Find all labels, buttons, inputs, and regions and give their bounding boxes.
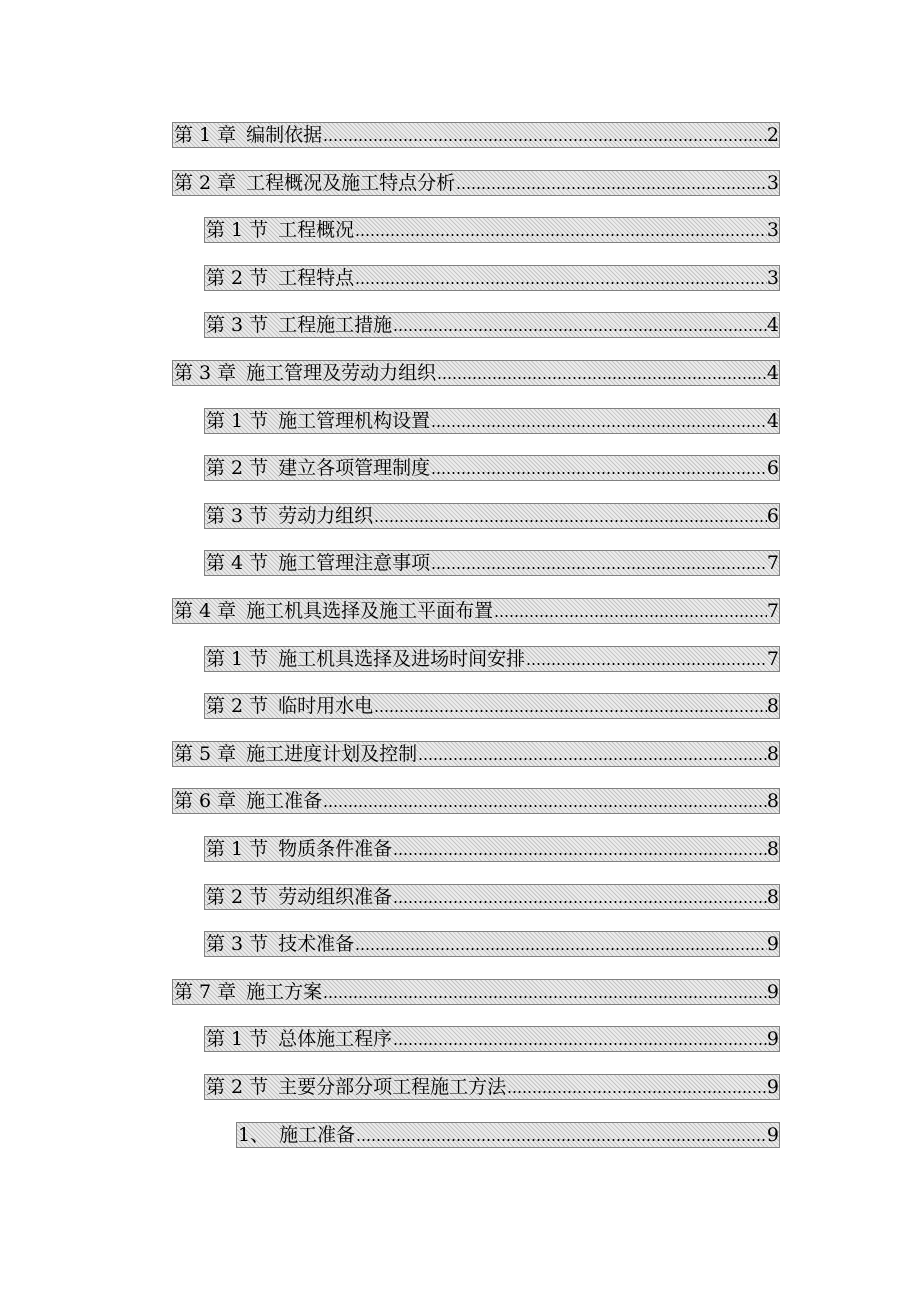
toc-dot-leader [456, 187, 767, 189]
toc-entry[interactable] [204, 503, 780, 529]
toc-entry-title: 主要分部分项工程施工方法 [278, 1076, 507, 1098]
toc-page-number: 8 [766, 790, 779, 812]
toc-page-number: 7 [766, 600, 779, 622]
toc-entry-title: 施工方案 [246, 981, 323, 1003]
toc-page-number: 9 [766, 1076, 779, 1098]
toc-dot-leader [507, 1091, 767, 1093]
toc-entry[interactable] [172, 170, 780, 196]
toc-entry-number: 第 3 节 [206, 933, 269, 955]
toc-entry[interactable] [204, 550, 780, 576]
toc-entry-number: 第 5 章 [174, 743, 237, 765]
toc-entry[interactable] [172, 122, 780, 148]
toc-page-number: 4 [766, 314, 779, 336]
toc-dot-leader [526, 663, 767, 665]
toc-page-number: 9 [766, 1124, 779, 1146]
toc-entry-number: 第 1 节 [206, 648, 269, 670]
toc-entry-title: 施工管理注意事项 [278, 552, 431, 574]
toc-entry[interactable] [172, 741, 780, 767]
toc-entry-title: 施工管理及劳动力组织 [246, 362, 437, 384]
toc-entry-title: 施工准备 [279, 1124, 356, 1146]
toc-dot-leader [323, 996, 767, 998]
toc-entry[interactable] [204, 693, 780, 719]
toc-dot-leader [355, 282, 767, 284]
toc-dot-leader [418, 758, 767, 760]
toc-entry-number: 第 6 章 [174, 790, 237, 812]
toc-entry[interactable] [204, 836, 780, 862]
toc-entry[interactable] [236, 1122, 780, 1148]
toc-entry-title: 施工管理机构设置 [278, 410, 431, 432]
toc-dot-leader [393, 853, 767, 855]
toc-dot-leader [323, 805, 767, 807]
toc-entry-number: 第 4 章 [174, 600, 237, 622]
toc-dot-leader [323, 139, 767, 141]
toc-entry-title: 建立各项管理制度 [278, 457, 431, 479]
toc-page-number: 6 [766, 457, 779, 479]
toc-entry[interactable] [204, 455, 780, 481]
toc-entry-title: 物质条件准备 [278, 838, 393, 860]
toc-dot-leader [356, 1139, 767, 1141]
toc-dot-leader [431, 425, 767, 427]
toc-entry-title: 工程施工措施 [278, 314, 393, 336]
toc-entry[interactable] [172, 788, 780, 814]
toc-dot-leader [374, 710, 767, 712]
toc-entry-title: 施工机具选择及施工平面布置 [246, 600, 494, 622]
toc-entry-number: 1、 [238, 1124, 270, 1146]
toc-page-number: 3 [766, 267, 779, 289]
toc-entry[interactable] [204, 217, 780, 243]
toc-entry[interactable] [204, 265, 780, 291]
toc-dot-leader [437, 377, 767, 379]
toc-dot-leader [393, 901, 767, 903]
toc-entry-title: 临时用水电 [278, 695, 374, 717]
toc-page-number: 7 [766, 648, 779, 670]
toc-entry-number: 第 2 节 [206, 267, 269, 289]
toc-page-number: 6 [766, 505, 779, 527]
toc-page-number: 7 [766, 552, 779, 574]
toc-entry[interactable] [204, 646, 780, 672]
toc-dot-leader [393, 1043, 767, 1045]
toc-dot-leader [431, 472, 767, 474]
toc-dot-leader [393, 329, 767, 331]
toc-entry-number: 第 4 节 [206, 552, 269, 574]
toc-dot-leader [431, 567, 767, 569]
toc-entry-number: 第 2 节 [206, 1076, 269, 1098]
toc-page-number: 8 [766, 695, 779, 717]
toc-entry[interactable] [172, 598, 780, 624]
toc-entry-title: 施工进度计划及控制 [246, 743, 418, 765]
toc-entry-title: 编制依据 [246, 124, 323, 146]
toc-page-number: 8 [766, 886, 779, 908]
toc-entry-number: 第 2 节 [206, 886, 269, 908]
toc-page-number: 3 [766, 172, 779, 194]
toc-entry-number: 第 2 节 [206, 695, 269, 717]
toc-page-number: 4 [766, 362, 779, 384]
toc-entry-title: 工程概况及施工特点分析 [246, 172, 456, 194]
toc-entry-number: 第 2 章 [174, 172, 237, 194]
toc-dot-leader [355, 234, 767, 236]
toc-page-number: 9 [766, 981, 779, 1003]
toc-entry-title: 施工机具选择及进场时间安排 [278, 648, 526, 670]
toc-page-number: 3 [766, 219, 779, 241]
toc-entry[interactable] [204, 408, 780, 434]
toc-entry-number: 第 1 节 [206, 838, 269, 860]
toc-page-number: 8 [766, 838, 779, 860]
toc-entry-number: 第 1 节 [206, 219, 269, 241]
toc-entry[interactable] [204, 312, 780, 338]
toc-entry-title: 施工准备 [246, 790, 323, 812]
toc-entry-number: 第 3 章 [174, 362, 237, 384]
toc-entry-title: 劳动力组织 [278, 505, 374, 527]
toc-dot-leader [374, 520, 767, 522]
toc-entry-number: 第 1 节 [206, 410, 269, 432]
toc-entry[interactable] [204, 884, 780, 910]
toc-page-number: 9 [766, 1028, 779, 1050]
toc-entry[interactable] [204, 1026, 780, 1052]
toc-page-number: 8 [766, 743, 779, 765]
toc-entry[interactable] [172, 979, 780, 1005]
toc-entry-title: 技术准备 [278, 933, 355, 955]
toc-entry-number: 第 3 节 [206, 505, 269, 527]
toc-entry-number: 第 1 节 [206, 1028, 269, 1050]
toc-entry[interactable] [204, 931, 780, 957]
toc-dot-leader [494, 615, 767, 617]
toc-entry-title: 总体施工程序 [278, 1028, 393, 1050]
toc-entry-number: 第 7 章 [174, 981, 237, 1003]
toc-dot-leader [355, 948, 767, 950]
toc-entry-title: 工程概况 [278, 219, 355, 241]
toc-entry-title: 工程特点 [278, 267, 355, 289]
toc-entry[interactable] [204, 1074, 780, 1100]
toc-entry-number: 第 2 节 [206, 457, 269, 479]
toc-entry-number: 第 1 章 [174, 124, 237, 146]
toc-page-number: 4 [766, 410, 779, 432]
toc-entry[interactable] [172, 360, 780, 386]
toc-page-number: 9 [766, 933, 779, 955]
toc-entry-number: 第 3 节 [206, 314, 269, 336]
toc-entry-title: 劳动组织准备 [278, 886, 393, 908]
toc-page-number: 2 [766, 124, 779, 146]
